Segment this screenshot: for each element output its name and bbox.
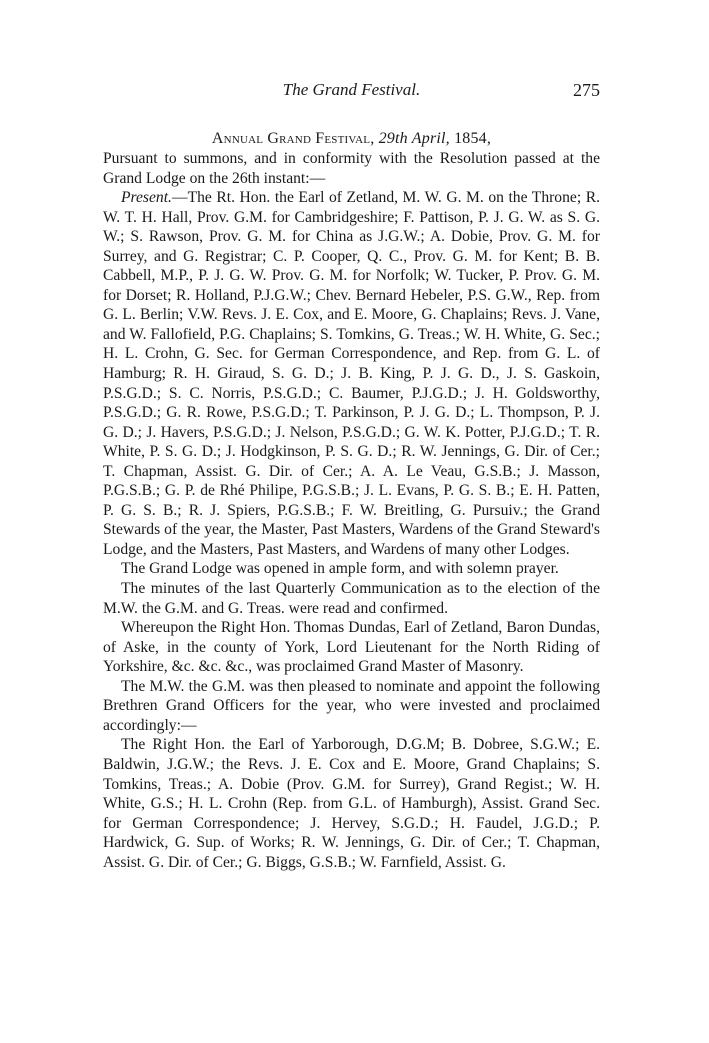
- heading-title: Annual Grand Festival,: [211, 130, 375, 147]
- present-label: Present.: [121, 189, 172, 207]
- present-text: —The Rt. Hon. the Earl of Zetland, M. W. G. M. on the Throne; R. W. T. H. Hall, Prov. G.M. for Cambridgeshire; F. Pattison, P. J. G. W. as S. G. W.; S. Rawson, Prov. G. M. for China as J.G.W.; A. Dobie, Prov. G. M. for Surrey, and G. Registrar; C. P. Cooper, Q. C., Prov. G. M. for Kent; B. B. Cabbell, M.P., P. J. G. W. Prov. G. M. for Norfolk; W. Tucker, P. Prov. G. M. for Dorset; R. Holland, P.J.G.W.; Chev. Bernard Hebeler, P.S. G.W., Rep. from G. L. Berlin; V.W. Revs. J. E. Cox, and E. Moore, G. Chaplains; Revs. J. Vane, and W. Fallofield, P.G. Chaplains; S. Tomkins, G. Treas.; W. H. White, G. Sec.; H. L. Crohn, G. Sec. for German Correspondence, and Rep. from G. L. of Hamburg; R. H. Giraud, S. G. D.; J. B. King, P. J. G. D., J. S. Gaskoin, P.S.G.D.; S. C. Norris, P.S.G.D.; C. Baumer, P.J.G.D.; J. H. Goldsworthy, P.S.G.D.; G. R. Rowe, P.S.G.D.; T. Parkinson, P. J. G. D.; L. Thompson, P. J. G. D.; J. Havers, P.S.G.D.; J. Nelson, P.S.G.D.; G. W. K. Potter, P.J.G.D.; T. R. White, P. S. G. D.; J. Hodgkinson, P. S. G. D.; R. W. Jennings, G. Dir. of Cer.; T. Chapman, Assist. G. Dir. of Cer.; A. A. Le Veau, G.S.B.; J. Masson, P.G.S.B.; G. P. de Rhé Philipe, P.G.S.B.; J. L. Evans, P. G. S. B.; E. H. Patten, P. G. S. B.; R. J. Spiers, P.G.S.B.; F. W. Breitling, G. Pursuiv.; the Grand Stewards of the year, the Master, Past Masters, Wardens of the Grand Steward's Lodge, and the Masters, Past Masters, and Wardens of many other Lodges.: [103, 189, 600, 558]
- heading-year: 1854,: [454, 130, 492, 147]
- running-title: The Grand Festival.: [282, 80, 421, 99]
- present-paragraph: [103, 188, 600, 559]
- proclamation-paragraph: Whereupon the Right Hon. Thomas Dundas, Earl of Zetland, Baron Dundas, of Aske, in the county of York, Lord Lieutenant for the North Riding of Yorkshire, &c. &c. &c., was proclaimed Grand Master of Masonry.: [103, 619, 600, 676]
- section-heading: [103, 130, 600, 148]
- officers-list-paragraph: The Right Hon. the Earl of Yarborough, D.G.M; B. Dobree, S.G.W.; E. Baldwin, J.G.W.; the Revs. J. E. Cox and E. Moore, Grand Chaplains; S. Tomkins, Treas.; A. Dobie (Prov. G.M. for Surrey), Grand Regist.; W. H. White, G.S.; H. L. Crohn (Rep. from G.L. of Hamburgh), Assist. Grand Sec. for German Correspondence; J. Hervey, S.G.D.; H. Faudel, J.G.D.; P. Hardwick, G. Sup. of Works; R. W. Jennings, G. Dir. of Cer.; T. Chapman, Assist. G. Dir. of Cer.; G. Biggs, G.S.B.; W. Farnfield, Assist. G.: [103, 736, 600, 871]
- intro-paragraph: Pursuant to summons, and in conformity with the Resolution passed at the Grand Lodge on the 26th instant:—: [103, 150, 600, 187]
- heading-date: 29th April,: [378, 130, 450, 147]
- book-page: [103, 80, 600, 872]
- officers-intro-paragraph: The M.W. the G.M. was then pleased to nominate and appoint the following Brethren Grand Officers for the year, who were invested and proclaimed accordingly:—: [103, 677, 600, 734]
- minutes-paragraph: The minutes of the last Quarterly Communication as to the election of the M.W. the G.M. and G. Treas. were read and confirmed.: [103, 580, 600, 617]
- opened-paragraph: The Grand Lodge was opened in ample form, and with solemn prayer.: [121, 560, 559, 578]
- running-head: [103, 80, 600, 106]
- page-number: 275: [573, 80, 600, 100]
